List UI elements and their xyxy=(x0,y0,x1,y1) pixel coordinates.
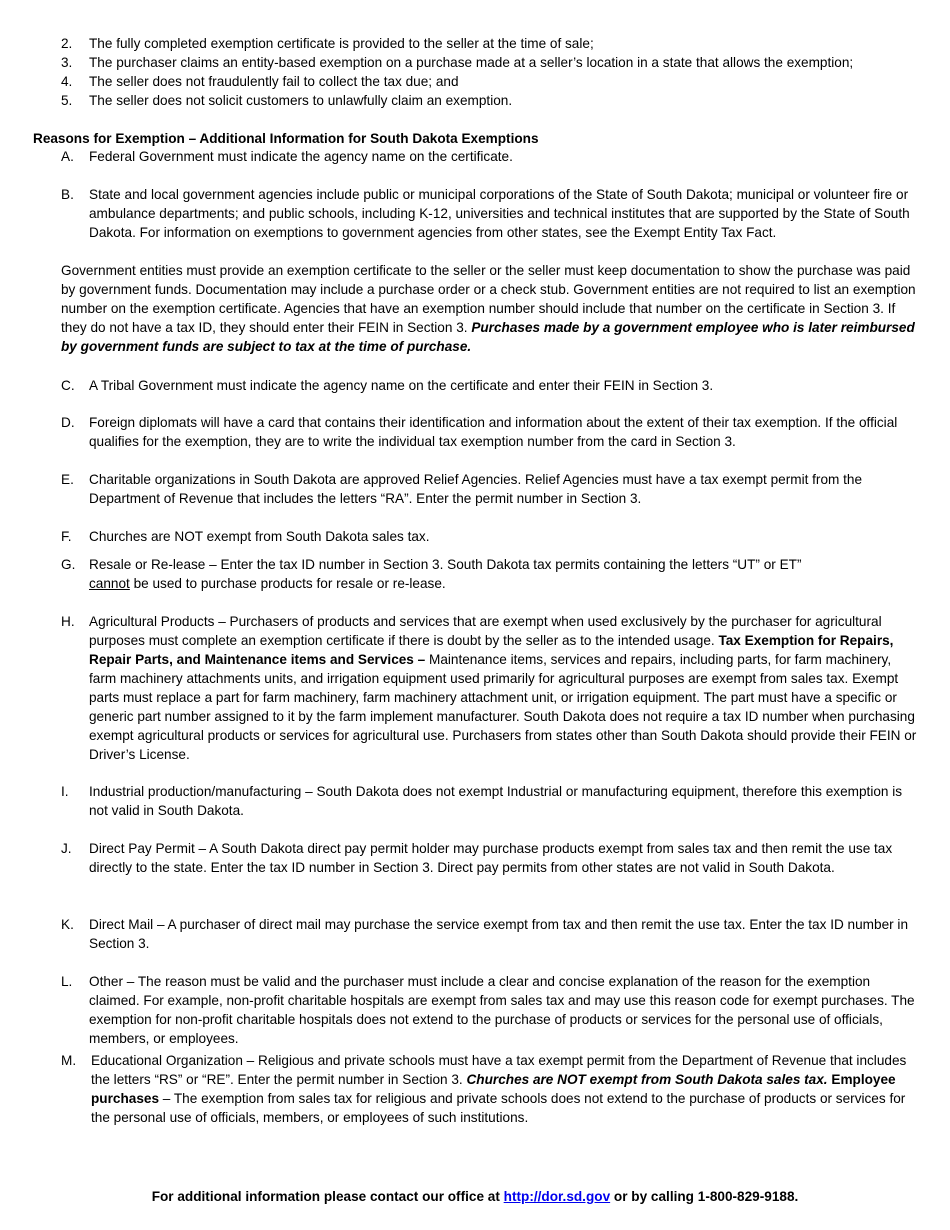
item-marker: H. xyxy=(61,614,75,629)
list-text: The fully completed exemption certificate is provided to the seller at the time of sale; xyxy=(89,36,594,51)
item-marker: B. xyxy=(61,187,74,202)
item-marker: E. xyxy=(61,472,74,487)
item-marker: F. xyxy=(61,529,72,544)
item-text xyxy=(89,555,839,593)
list-item xyxy=(0,91,950,110)
list-marker: 4. xyxy=(61,74,73,89)
item-marker: L. xyxy=(61,974,73,989)
item-text: Churches are NOT exempt from South Dakota sales tax. xyxy=(89,529,430,544)
list-item xyxy=(0,53,950,72)
item-text: Direct Mail – A purchaser of direct mail may purchase the service exempt from tax and then remit the use tax. Enter the tax ID number in Section 3. xyxy=(89,917,909,951)
item-text: Direct Pay Permit – A South Dakota direct pay permit holder may purchase products exempt from sales tax and then remit the use tax directly to the state. Enter the tax ID number in Section 3. Direct pay permits from other states are not valid in South Dakota. xyxy=(89,841,893,875)
item-marker: M. xyxy=(61,1053,77,1068)
list-marker: 3. xyxy=(61,55,73,70)
item-marker: A. xyxy=(61,149,74,164)
item-marker: C. xyxy=(61,378,75,393)
list-marker: 5. xyxy=(61,93,73,108)
item-text xyxy=(89,612,919,764)
footer-text: or by calling 1-800-829-9188. xyxy=(610,1189,799,1204)
item-text-part: Resale or Re-lease – Enter the tax ID number in Section 3. South Dakota tax permits containing the letters “UT” or ET” xyxy=(89,557,802,572)
list-text: The seller does not solicit customers to unlawfully claim an exemption. xyxy=(89,93,513,108)
item-text: State and local government agencies include public or municipal corporations of the State of South Dakota; municipal or volunteer fire or ambulance departments; and public schools, including K-12, universities and technical institutes that are supported by the State of South Dakota. For information on exemptions to government agencies from other states, see the Exempt Entity Tax Fact. xyxy=(89,187,910,240)
item-text-part: Agricultural Products – Purchasers of products and services that are exempt when used exclusively by the purchaser for agricultural purposes must complete an exemption certificate if there is doubt by the seller as to the intended usage. xyxy=(89,614,882,648)
item-marker: I. xyxy=(61,784,69,799)
item-text xyxy=(91,1051,921,1127)
item-text-part: Maintenance items, services and repairs, including parts, for farm machinery, farm machinery attachments units, and irrigation equipment used primarily for agricultural purposes are exempt from sales tax. Exempt parts must replace a part for farm machinery, farm machinery attachment unit, or irrigation equipment. The part must have a specific or generic part number assigned to it by the farm implement manufacturer. South Dakota does not require a tax ID number when purchasing exempt agricultural products or services for agricultural use. Purchasers from states other than South Dakota should provide their FEIN or Driver’s License. xyxy=(89,652,917,762)
government-entities-paragraph xyxy=(61,261,921,356)
item-marker: D. xyxy=(61,415,75,430)
item-text-part: – The exemption from sales tax for religious and private schools does not extend to the purchase of products or services for the personal use of officials, members, or employees of such institutions. xyxy=(91,1091,906,1125)
paragraph-emphasis: Purchases made by a government employee who is later reimbursed by government funds are subject to tax at the time of purchase. xyxy=(61,320,915,354)
item-text-part: be used to purchase products for resale or re-lease. xyxy=(129,576,446,591)
list-text: The purchaser claims an entity-based exemption on a purchase made at a seller’s location in a state that allows the exemption; xyxy=(89,55,854,70)
list-text: The seller does not fraudulently fail to collect the tax due; and xyxy=(89,74,459,89)
item-text: A Tribal Government must indicate the agency name on the certificate and enter their FEIN in Section 3. xyxy=(89,378,714,393)
item-marker: G. xyxy=(61,557,76,572)
list-item xyxy=(0,72,950,91)
footer-text: For additional information please contact our office at xyxy=(151,1189,504,1204)
numbered-list xyxy=(0,34,950,110)
underlined-word: cannot xyxy=(89,576,130,591)
item-marker: K. xyxy=(61,917,74,932)
item-emphasis: Churches are NOT exempt from South Dakota sales tax. xyxy=(466,1072,828,1087)
item-text: Foreign diplomats will have a card that contains their identification and information about the extent of their tax exemption. If the official qualifies for the exemption, they are to write the individual tax exemption number from the card in Section 3. xyxy=(89,415,898,449)
footer-contact xyxy=(0,1187,950,1206)
dor-website-link[interactable]: http://dor.sd.gov xyxy=(503,1189,611,1204)
list-item xyxy=(0,34,950,53)
paragraph-text: Government entities must provide an exemption certificate to the seller or the seller must keep documentation to show the purchase was paid by government funds. Documentation may include a purchase order or a check stub. Government entities are not required to list an exemption number on the exemption certificate. Agencies that have an exemption number should include that number on the certificate in Section 3. If they do not have a tax ID, they should enter their FEIN in Section 3. xyxy=(61,263,916,335)
item-marker: J. xyxy=(61,841,72,856)
item-text: Industrial production/manufacturing – South Dakota does not exempt Industrial or manufacturing equipment, therefore this exemption is not valid in South Dakota. xyxy=(89,784,903,818)
item-bold-lead: Employee purchases xyxy=(91,1072,896,1106)
section-heading: Reasons for Exemption – Additional Information for South Dakota Exemptions xyxy=(33,131,539,146)
item-text-part: Educational Organization – Religious and private schools must have a tax exempt permit from the Department of Revenue that includes the letters “RS” or “RE”. Enter the permit number in Section 3. xyxy=(91,1053,907,1087)
list-marker: 2. xyxy=(61,36,73,51)
item-text: Other – The reason must be valid and the purchaser must include a clear and concise explanation of the reason for the exemption claimed. For example, non-profit charitable hospitals are exempt from sales tax and may use this reason code for exempt purchases. The exemption for non-profit charitable hospitals does not extend to the purchase of products or services for the personal use of officials, members, or employees. xyxy=(89,974,915,1046)
item-text: Charitable organizations in South Dakota are approved Relief Agencies. Relief Agencies must have a tax exempt permit from the Department of Revenue that includes the letters “RA”. Enter the permit number in Section 3. xyxy=(89,472,862,506)
item-text: Federal Government must indicate the agency name on the certificate. xyxy=(89,149,513,164)
item-bold-lead: Tax Exemption for Repairs, Repair Parts, and Maintenance items and Services – xyxy=(89,633,894,667)
